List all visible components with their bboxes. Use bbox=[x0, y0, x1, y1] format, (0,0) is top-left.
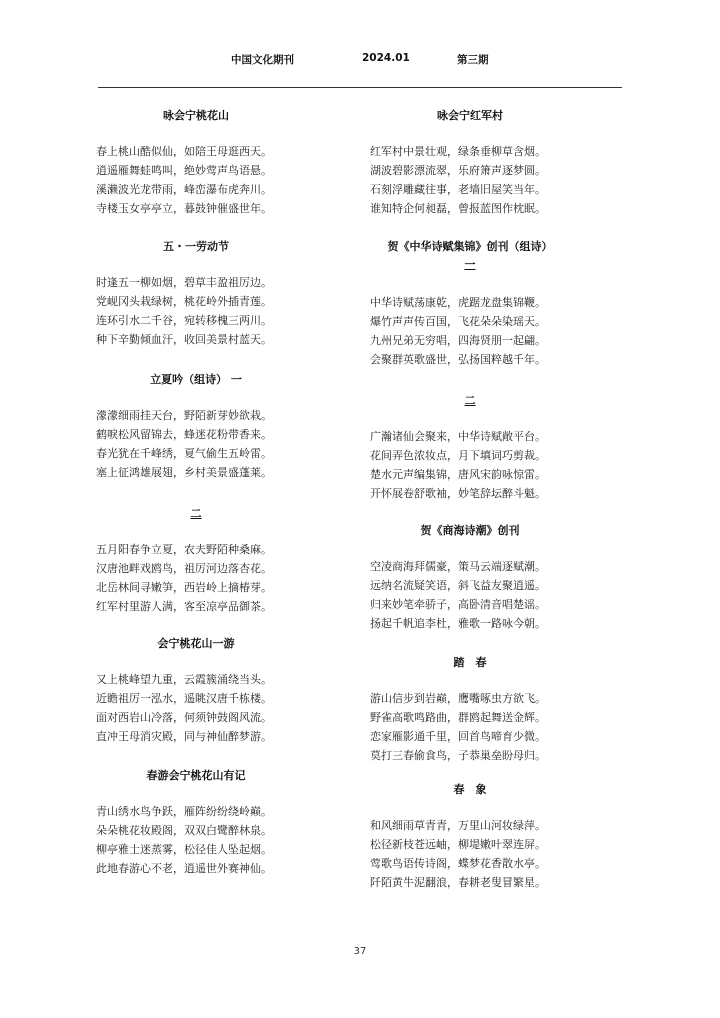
poem-line: 党岘冈头栽绿树，桃花岭外插青莲。 bbox=[96, 295, 272, 308]
poem-line: 逍遥雁舞蛙鸣叫，绝妙莺声鸟语悬。 bbox=[96, 164, 272, 177]
poem-title: 贺《中华诗赋集锦》创刊（组诗） bbox=[387, 240, 553, 253]
poem-line: 春上桃山酷似仙，如陪王母逛西天。 bbox=[96, 145, 272, 158]
poem-line: 湖波碧影漂流翠，乐府箫声逐梦圆。 bbox=[370, 164, 546, 177]
poem bbox=[370, 108, 570, 218]
poem-line: 广瀚诸仙会聚来，中华诗赋敞平台。 bbox=[370, 430, 546, 443]
poem-line: 红军村里游人满，客至凉亭品御茶。 bbox=[96, 600, 272, 613]
poem-line: 远纳名流疑笑语，斜飞益友聚逍遥。 bbox=[370, 579, 546, 592]
poem-line: 花间弄色浓妆点，月下填词巧剪裁。 bbox=[370, 449, 546, 462]
poem-line: 溪濑波光龙带雨，峰峦瀑布虎奔川。 bbox=[96, 183, 272, 196]
poem-title: 会宁桃花山一游 bbox=[157, 637, 235, 650]
poem-line: 楚水元声编集锦，唐风宋韵咏惊雷。 bbox=[370, 468, 546, 481]
poem-line: 开怀展卷舒歌袖，妙笔辞坛醉斗魁。 bbox=[370, 487, 546, 500]
poem-line: 阡陌黄牛泥翻浪，春耕老叟冒繁星。 bbox=[370, 876, 546, 889]
poem-line: 北岳林间寻嫩笋，西岩岭上摘椿芽。 bbox=[96, 581, 272, 594]
poem bbox=[370, 655, 570, 765]
poem-line: 春光犹在千峰绣，夏气偷生五岭雷。 bbox=[96, 447, 272, 460]
poem-line: 扬起千帆追李杜，雅歌一路咏今朝。 bbox=[370, 617, 546, 630]
poem-line: 恋家雁影通千里，回首鸟啼育少微。 bbox=[370, 730, 546, 743]
poem-line: 种下辛勤倾血汗，收回美景村蓝天。 bbox=[96, 333, 272, 346]
poem-line: 塞上征鸿雄展翅，乡村美景盛蓬莱。 bbox=[96, 466, 272, 479]
poem-line: 面对西岩山冷落，何须钟鼓阁风流。 bbox=[96, 711, 272, 724]
poem-line: 汉唐池畔戏鸥鸟，祖厉河边落杏花。 bbox=[96, 562, 272, 575]
poem bbox=[370, 239, 570, 369]
poem-title: 咏会宁桃花山 bbox=[163, 109, 229, 122]
poem-line: 直冲王母消灾殿，同与神仙醉梦游。 bbox=[96, 730, 272, 743]
poem-line: 和风细雨草青青，万里山河妆绿萍。 bbox=[370, 819, 546, 832]
poem-line: 时逢五一柳如烟，碧草丰盈祖厉边。 bbox=[96, 276, 272, 289]
journal-name: 中国文化期刊 bbox=[231, 54, 294, 66]
poem-title: 五・一劳动节 bbox=[163, 240, 229, 253]
poem-line: 朵朵桃花妆殿阁，双双白鹭醉林泉。 bbox=[96, 824, 272, 837]
poem bbox=[370, 523, 570, 633]
poem bbox=[96, 506, 296, 616]
poem-line: 鹤唳松风留锦去，蜂迷花粉带香来。 bbox=[96, 428, 272, 441]
poem-title: 咏会宁红军村 bbox=[437, 109, 503, 122]
poem-section-number: 一 bbox=[464, 258, 476, 271]
poem-line: 野雀高歌鸣路曲，群鸥起舞送金辉。 bbox=[370, 711, 546, 724]
poem-line: 归来妙笔牵骄子，高卧清音唱楚谣。 bbox=[370, 598, 546, 611]
issue-number: 第三期 bbox=[457, 54, 489, 66]
poem bbox=[96, 239, 296, 349]
header-rule bbox=[98, 87, 622, 88]
poem-title: 立夏吟（组诗） 一 bbox=[150, 373, 242, 386]
poem-line: 空凌商海拜儒豪，策马云端逐赋潮。 bbox=[370, 560, 546, 573]
poem bbox=[370, 782, 570, 892]
poem-title: 贺《商海诗潮》创刊 bbox=[420, 524, 520, 537]
poem-line: 九州兄弟无穷唱，四海贤朋一起翩。 bbox=[370, 334, 546, 347]
poem-title: 春 象 bbox=[453, 783, 487, 796]
poem-line: 寺楼玉女亭亭立，暮鼓钟催盛世年。 bbox=[96, 202, 272, 215]
poem bbox=[96, 108, 296, 218]
poem-line: 近瞻祖厉一泓水，遥眺汉唐千栋楼。 bbox=[96, 692, 272, 705]
poem-line: 青山绣水鸟争跃，雁阵纷纷绕岭巅。 bbox=[96, 805, 272, 818]
poem bbox=[96, 768, 296, 878]
poem-line: 中华诗赋荡康乾，虎踞龙盘集锦鞭。 bbox=[370, 296, 546, 309]
poem-line: 柳亭雅士迷蒸雾，松径佳人坠起烟。 bbox=[96, 843, 272, 856]
running-header bbox=[0, 52, 720, 68]
poem-line: 莺歌鸟语传诗阁，蝶梦花香散水亭。 bbox=[370, 857, 546, 870]
poem-section-number: 二 bbox=[190, 507, 202, 520]
poem-line: 松径新枝苍远岫，柳堤嫩叶翠连屏。 bbox=[370, 838, 546, 851]
poem-line: 会聚群英歌盛世，弘扬国粹越千年。 bbox=[370, 353, 546, 366]
poem-line: 爆竹声声传百国，飞花朵朵染瑶天。 bbox=[370, 315, 546, 328]
poem bbox=[96, 372, 296, 482]
page-number: 37 bbox=[353, 946, 367, 957]
poem-line: 红军村中景壮观，绿条垂柳草含烟。 bbox=[370, 145, 546, 158]
poem-title: 春游会宁桃花山有记 bbox=[146, 769, 246, 782]
poem-line: 又上桃峰望九重，云霞簇涌绕当头。 bbox=[96, 673, 272, 686]
poem bbox=[96, 636, 296, 746]
poem-line: 谁知特企何昶磊，曾报蓝图作枕眠。 bbox=[370, 202, 546, 215]
poem-line: 此地春游心不老，逍遥世外赛神仙。 bbox=[96, 862, 272, 875]
poem-section-number: 二 bbox=[464, 394, 476, 407]
poem-line: 莫打三春偷食鸟，子恭巢垒盼母归。 bbox=[370, 749, 546, 762]
poem-line: 连环引水二千谷，宛转移槐三两川。 bbox=[96, 314, 272, 327]
poem-line: 濛濛细雨挂天台，野陌新芽妙欲栽。 bbox=[96, 409, 272, 422]
poem bbox=[370, 393, 570, 503]
poem-line: 石刻浮雕藏往事，老墙旧屋笑当年。 bbox=[370, 183, 546, 196]
poem-line: 五月阳春争立夏，农夫野陌种桑麻。 bbox=[96, 543, 272, 556]
poem-title: 踏 春 bbox=[453, 656, 487, 669]
issue-date: 2024.01 bbox=[362, 52, 410, 64]
poem-line: 游山信步到岩巅，鹰嘴啄虫方欲飞。 bbox=[370, 692, 546, 705]
